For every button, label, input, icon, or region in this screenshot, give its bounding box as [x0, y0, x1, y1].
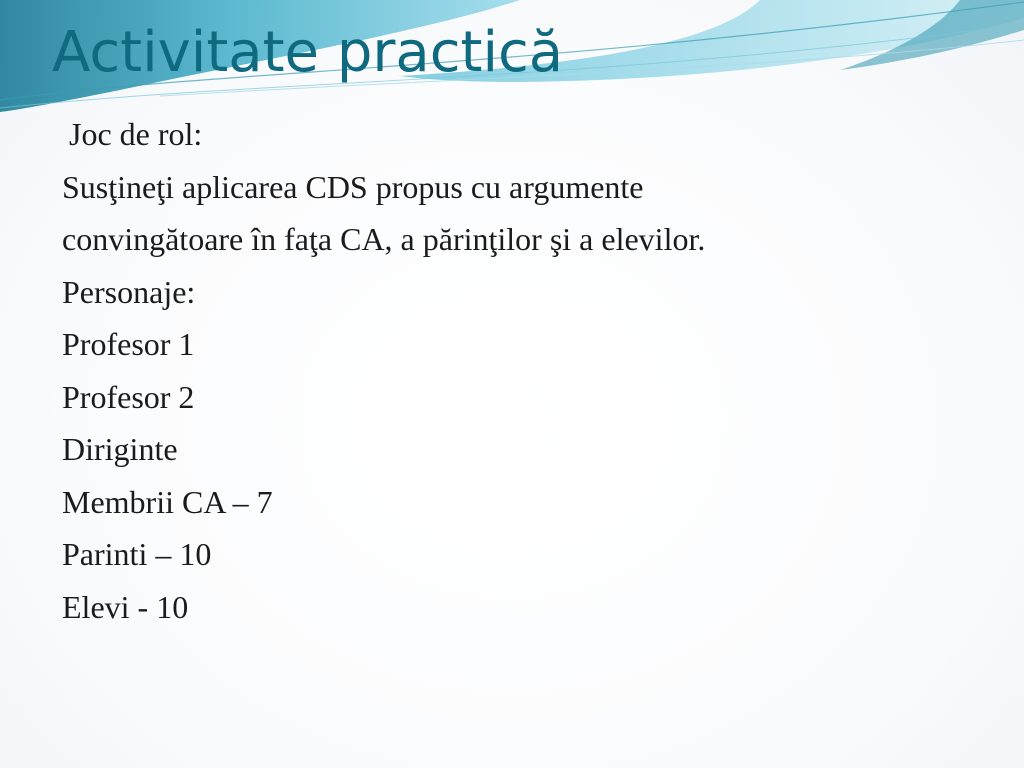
slide-title: Activitate practică: [52, 20, 564, 85]
body-line-task-1: Susţineţi aplicarea CDS propus cu argumente: [62, 168, 644, 205]
list-item: Profesor 2: [62, 378, 195, 415]
body-line-characters: Personaje:: [62, 273, 196, 310]
list-item: Membrii CA – 7: [62, 483, 273, 520]
list-item: Diriginte: [62, 431, 178, 467]
body-line-role-play: Joc de rol:: [69, 116, 203, 152]
list-item: Profesor 1: [62, 326, 195, 362]
list-item: Parinti – 10: [62, 536, 212, 572]
body-line-task-2: convingătoare în faţa CA, a părinţilor şi a elevilor.: [62, 221, 706, 257]
slide-body: [62, 108, 1002, 633]
list-item: Elevi - 10: [62, 588, 189, 625]
